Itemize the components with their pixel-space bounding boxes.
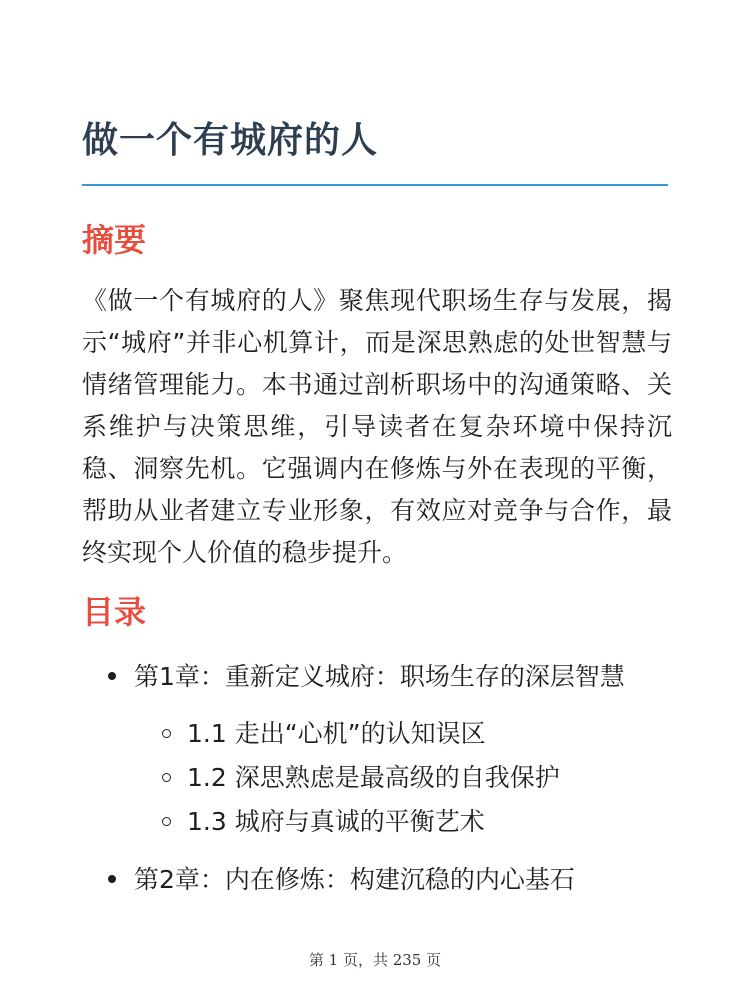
toc-heading: 目录	[82, 593, 147, 631]
circle-bullet-icon	[162, 773, 171, 782]
toc-chapter-label: 第1章：重新定义城府：职场生存的深层智慧	[134, 662, 625, 691]
toc-chapter-label: 第2章：内在修炼：构建沉稳的内心基石	[134, 865, 575, 894]
abstract-text: 《做一个有城府的人》聚焦现代职场生存与发展，揭示“城府”并非心机算计，而是深思熟虑的处世智慧与情绪管理能力。本书通过剖析职场中的沟通策略、关系维护与决策思维，引导读者在复杂环境中保持沉稳、洞察先机。它强调内在修炼与外在表现的平衡，帮助从业者建立专业形象，有效应对竞争与合作，最终实现个人价值的稳步提升。	[82, 286, 672, 567]
circle-bullet-icon	[162, 817, 171, 826]
title-divider	[82, 184, 668, 186]
toc-section-1-3[interactable]	[162, 804, 485, 840]
toc-section-label: 1.3 城府与真诚的平衡艺术	[187, 807, 485, 836]
page-number-footer: 第 1 页，共 235 页	[308, 951, 442, 969]
toc-section-1-1[interactable]	[162, 716, 486, 752]
bullet-icon	[108, 875, 116, 883]
abstract-heading: 摘要	[82, 221, 147, 259]
bullet-icon	[108, 672, 116, 680]
document-title: 做一个有城府的人	[82, 120, 379, 161]
toc-section-label: 1.2 深思熟虑是最高级的自我保护	[187, 763, 560, 792]
toc-chapter-2[interactable]	[108, 862, 575, 898]
circle-bullet-icon	[162, 729, 171, 738]
toc-section-1-2[interactable]	[162, 760, 560, 796]
toc-section-label: 1.1 走出“心机”的认知误区	[187, 719, 486, 748]
toc-chapter-1[interactable]	[108, 659, 625, 695]
